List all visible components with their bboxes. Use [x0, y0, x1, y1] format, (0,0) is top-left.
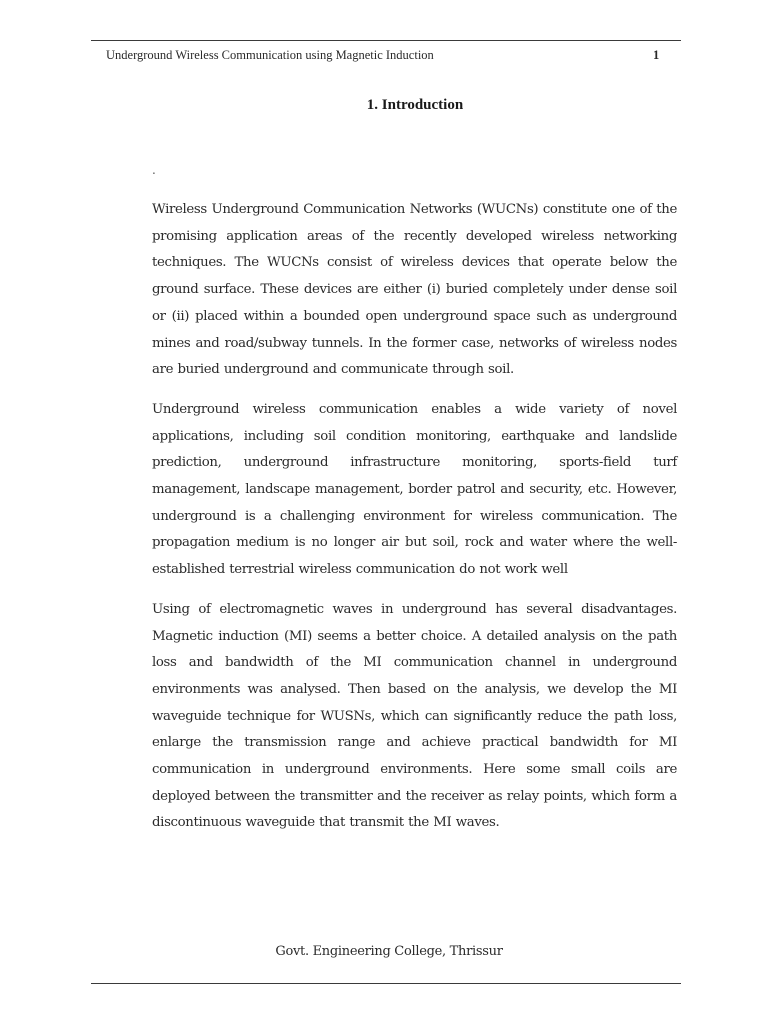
page-number: 1 [653, 48, 660, 62]
header-rule [91, 40, 681, 41]
body-text [152, 197, 677, 850]
footer-rule [91, 983, 681, 984]
section-heading: 1. Introduction [366, 97, 464, 113]
paragraph: Using of electromagnetic waves in underground has several disadvantages. Magnetic induction (MI) seems a better choice. A detailed analysis on the path loss and bandwidth of the MI communication channel in underground environments was analysed. Then based on the analysis, we develop the MI waveguide technique for WUSNs, which can significantly reduce the path loss, enlarge the transmission range and achieve practical bandwidth for MI communication in underground environments. Here some small coils are deployed between the transmitter and the receiver as relay points, which form a discontinuous waveguide that transmit the MI waves. [152, 601, 677, 831]
stray-mark: . [152, 163, 156, 177]
paragraph: Wireless Underground Communication Networks (WUCNs) constitute one of the promising application areas of the recently developed wireless networking techniques. The WUCNs consist of wireless devices that operate below the ground surface. These devices are either (i) buried completely under dense soil or (ii) placed within a bounded open underground space such as underground mines and road/subway tunnels. In the former case, networks of wireless nodes are buried underground and communicate through soil. [152, 202, 677, 378]
footer-text: Govt. Engineering College, Thrissur [275, 944, 503, 959]
paragraph: Underground wireless communication enables a wide variety of novel applications, including soil condition monitoring, earthquake and landslide prediction, underground infrastructure monitoring, sports-field turf management, landscape management, border patrol and security, etc. However, underground is a challenging environment for wireless communication. The propagation medium is no longer air but soil, rock and water where the well-established terrestrial wireless communication do not work well [152, 401, 677, 578]
running-header-title: Underground Wireless Communication using Magnetic Induction [106, 48, 434, 62]
